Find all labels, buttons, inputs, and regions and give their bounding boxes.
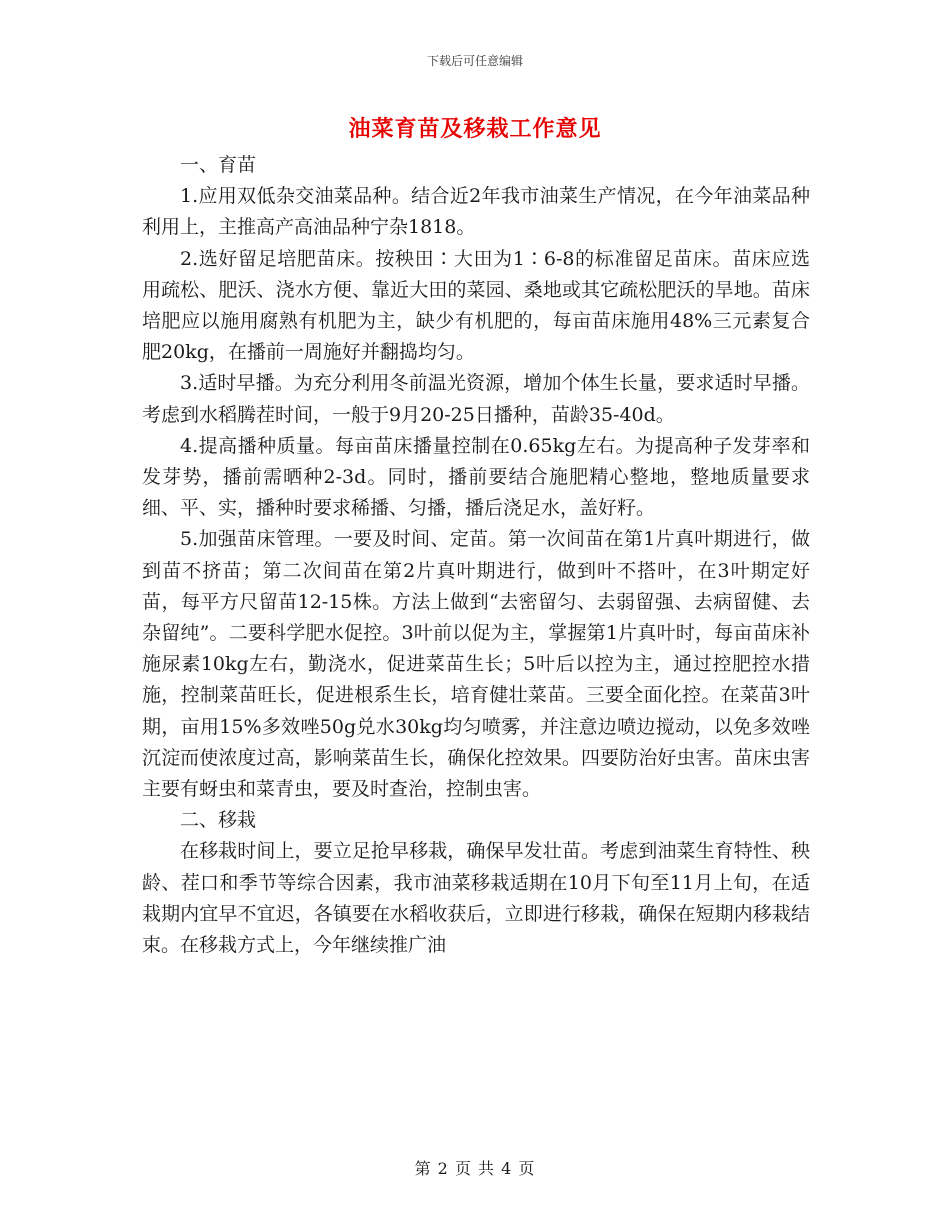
page-number-footer: 第 2 页 共 4 页 <box>414 1159 536 1178</box>
paragraph-2: 2.选好留足培肥苗床。按秧田∶大田为1∶6-8的标准留足苗床。苗床应选用疏松、肥沃、浇水方便、靠近大田的菜园、桑地或其它疏松肥沃的旱地。苗床培肥应以施用腐熟有机肥为主，缺少有机肥的，每亩苗床施用48%三元素复合肥20kg，在播前一周施好并翻捣均匀。 <box>142 247 810 364</box>
document-title: 油菜育苗及移栽工作意见 <box>348 116 602 142</box>
paragraph-5: 5.加强苗床管理。一要及时间、定苗。第一次间苗在第1片真叶期进行，做到苗不挤苗；第二次间苗在第2片真叶期进行，做到叶不搭叶，在3叶期定好苗，每平方尺留苗12-15株。方法上做到“去密留匀、去弱留强、去病留健、去杂留纯”。二要科学肥水促控。3叶前以促为主，掌握第1片真叶时，每亩苗床补施尿素10kg左右，勤浇水，促进菜苗生长；5叶后以控为主，通过控肥控水措施，控制菜苗旺长，促进根系生长，培育健壮菜苗。三要全面化控。在菜苗3叶期，亩用15%多效唑50g兑水30kg均匀喷雾，并注意边喷边搅动，以免多效唑沉淀而使浓度过高，影响菜苗生长，确保化控效果。四要防治好虫害。苗床虫害主要有蚜虫和菜青虫，要及时查治，控制虫害。 <box>142 528 810 801</box>
paragraph-4: 4.提高播种质量。每亩苗床播量控制在0.65kg左右。为提高种子发芽率和发芽势，播前需晒种2-3d。同时，播前要结合施肥精心整地，整地质量要求细、平、实，播种时要求稀播、匀播，播后浇足水，盖好籽。 <box>142 434 810 520</box>
paragraph-6: 在移栽时间上，要立足抢早移栽，确保早发壮苗。考虑到油菜生育特性、秧龄、茬口和季节等综合因素，我市油菜移栽适期在10月下旬至11月上旬，在适栽期内宜早不宜迟，各镇要在水稻收获后，立即进行移栽，确保在短期内移栽结束。在移栽方式上，今年继续推广油 <box>142 840 810 957</box>
section-heading-1: 一、育苗 <box>180 154 257 176</box>
paragraph-3: 3.适时早播。为充分利用冬前温光资源，增加个体生长量，要求适时早播。考虑到水稻腾茬时间，一般于9月20-25日播种，苗龄35-40d。 <box>142 372 810 426</box>
header-note: 下载后可任意编辑 <box>426 54 523 68</box>
document-body <box>142 150 810 961</box>
section-heading-2: 二、移栽 <box>180 809 257 832</box>
paragraph-1: 1.应用双低杂交油菜品种。结合近2年我市油菜生产情况，在今年油菜品种利用上，主推高产高油品种宁杂1818。 <box>142 185 810 239</box>
